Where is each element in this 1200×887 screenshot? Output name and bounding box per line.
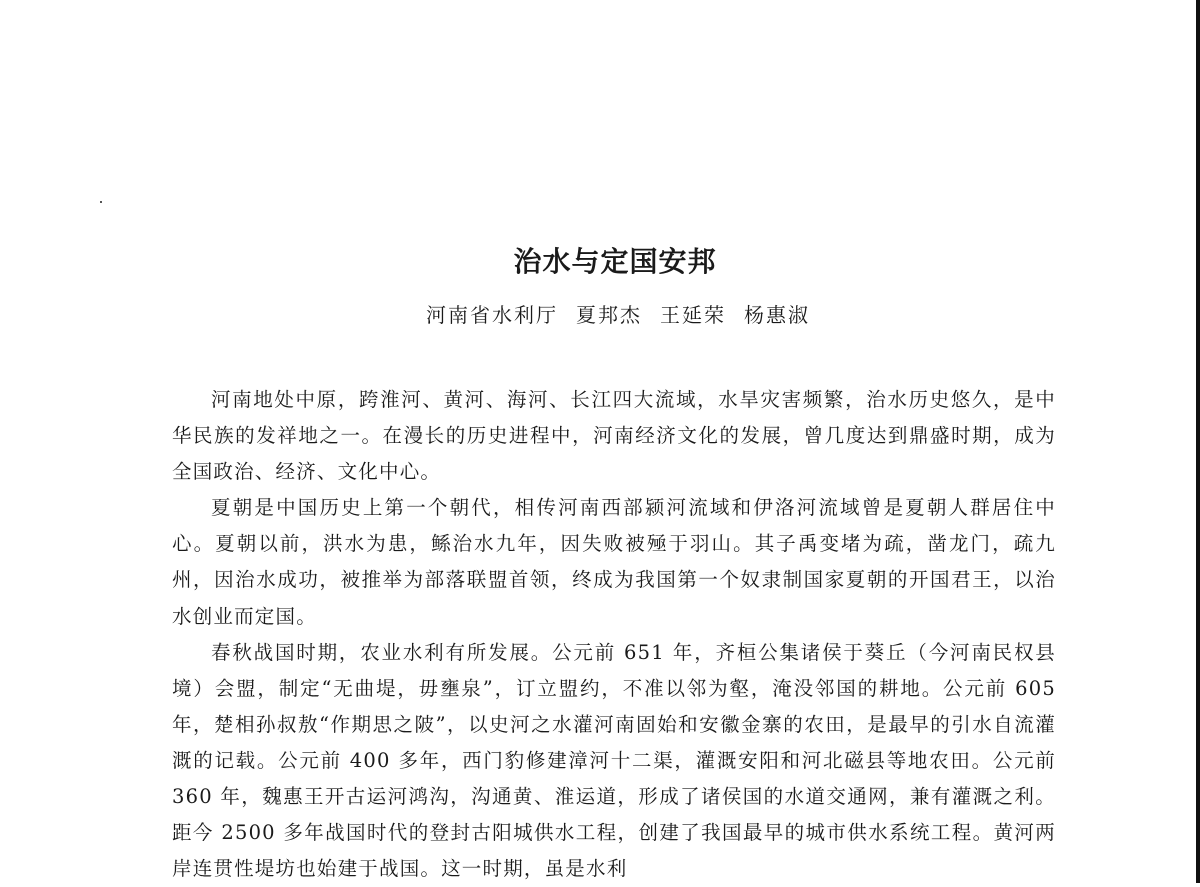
scan-speck [100, 201, 102, 203]
byline-author: 杨惠淑 [744, 303, 810, 327]
byline-author: 王延荣 [660, 303, 726, 327]
paragraph: 河南地处中原，跨淮河、黄河、海河、长江四大流域，水旱灾害频繁，治水历史悠久，是中华民族的发祥地之一。在漫长的历史进程中，河南经济文化的发展，曾几度达到鼎盛时期，成为全国政治、经济、文化中心。 [172, 388, 1056, 484]
paragraph: 春秋战国时期，农业水利有所发展。公元前 651 年，齐桓公集诸侯于葵丘（今河南民权县境）会盟，制定“无曲堤，毋壅泉”，订立盟约，不准以邻为壑，淹没邻国的耕地。公元前 605 年，楚相孙叔敖“作期思之陂”，以史河之水灌河南固始和安徽金寨的农田，是最早的引水自流灌溉的记载。公元前 400 多年，西门豹修建漳河十二渠，灌溉安阳和河北磁县等地农田。公元前 360 年，魏惠王开古运河鸿沟，沟通黄、淮运道，形成了诸侯国的水道交通网，兼有灌溉之利。距今 2500 多年战国时代的登封古阳城供水工程，创建了我国最早的城市供水系统工程。黄河两岸连贯性堤坊也始建于战国。这一时期，虽是水利 [172, 640, 1056, 881]
byline-organization: 河南省水利厅 [426, 303, 558, 327]
page-edge-rule [1196, 0, 1200, 883]
byline-author: 夏邦杰 [576, 303, 642, 327]
byline [0, 300, 1200, 330]
article-body [172, 382, 1056, 887]
paragraph: 夏朝是中国历史上第一个朝代，相传河南西部颍河流域和伊洛河流域曾是夏朝人群居住中心。夏朝以前，洪水为患，鲧治水九年，因失败被殛于羽山。其子禹变堵为疏，凿龙门，疏九州，因治水成功，被推举为部落联盟首领，终成为我国第一个奴隶制国家夏朝的开国君王，以治水创业而定国。 [172, 496, 1056, 628]
article-title: 治水与定国安邦 [513, 245, 717, 278]
